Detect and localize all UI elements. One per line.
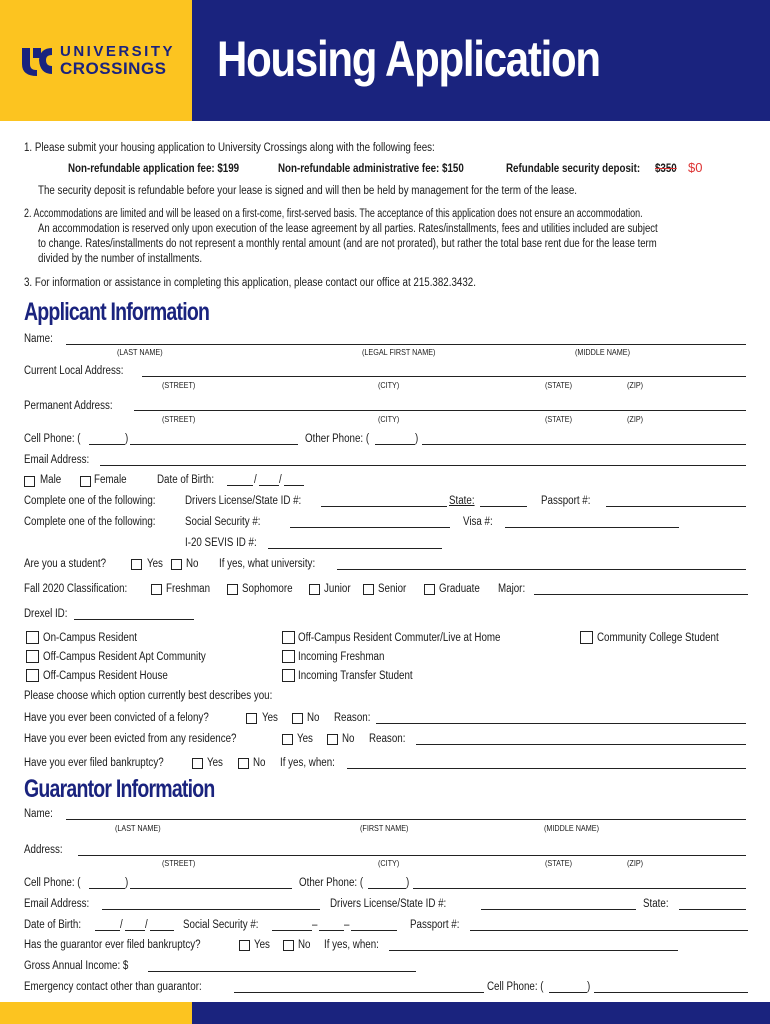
- permanent-address-field[interactable]: [134, 410, 746, 411]
- cell-phone-label: Cell Phone: (: [24, 433, 81, 445]
- off-campus-commuter-checkbox[interactable]: [282, 631, 295, 644]
- hint-city: (CITY): [378, 858, 400, 868]
- paren-close: ): [587, 981, 591, 993]
- guarantor-cell-label: Cell Phone: (: [24, 877, 81, 889]
- other-phone-label: Other Phone: (: [305, 433, 370, 445]
- yes-label: Yes: [297, 733, 313, 745]
- emergency-cell-field[interactable]: [594, 992, 748, 993]
- felony-yes-checkbox[interactable]: [246, 713, 257, 724]
- emergency-contact-field[interactable]: [234, 992, 484, 993]
- evicted-no-checkbox[interactable]: [327, 734, 338, 745]
- emergency-cell-area-field[interactable]: [549, 992, 587, 993]
- hint-middle-name: (MIDDLE NAME): [544, 823, 599, 833]
- hint-street: (STREET): [162, 380, 196, 390]
- hint-city: (CITY): [378, 414, 400, 424]
- guarantor-name-field[interactable]: [66, 819, 746, 820]
- hint-first-name: (FIRST NAME): [360, 823, 409, 833]
- hint-middle-name: (MIDDLE NAME): [575, 347, 630, 357]
- student-question: Are you a student?: [24, 558, 107, 570]
- evicted-reason-label: Reason:: [369, 733, 406, 745]
- off-campus-house-checkbox[interactable]: [26, 669, 39, 682]
- fee-administrative: Non-refundable administrative fee: $150: [278, 163, 464, 175]
- complete-one-label: Complete one of the following:: [24, 495, 156, 507]
- bankruptcy-yes-checkbox[interactable]: [192, 758, 203, 769]
- dob-label: Date of Birth:: [157, 474, 215, 486]
- hint-zip: (ZIP): [627, 380, 644, 390]
- sophomore-label: Sophomore: [242, 583, 293, 595]
- current-address-label: Current Local Address:: [24, 365, 124, 377]
- drexel-id-field[interactable]: [74, 619, 194, 620]
- instruction-3: 3. For information or assistance in completing this application, please contact our office at 215.382.3432.: [24, 277, 476, 289]
- guarantor-dob-label: Date of Birth:: [24, 919, 82, 931]
- instruction-2-line1: 2. Accommodations are limited and will be leased on a first-come, first-served basis. The acceptance of this application does not ensure an accommodation.: [24, 208, 643, 220]
- incoming-freshman-label: Incoming Freshman: [298, 651, 385, 663]
- no-label: No: [186, 558, 199, 570]
- major-field[interactable]: [534, 594, 748, 595]
- guarantor-dl-state-field[interactable]: [679, 909, 746, 910]
- guarantor-ssn-part2-field[interactable]: [319, 930, 344, 931]
- gross-income-field[interactable]: [148, 971, 416, 972]
- hint-legal-first-name: (LEGAL FIRST NAME): [362, 347, 436, 357]
- hint-last-name: (LAST NAME): [115, 823, 161, 833]
- gross-income-label: Gross Annual Income: $: [24, 960, 129, 972]
- permanent-address-label: Permanent Address:: [24, 400, 113, 412]
- off-campus-house-label: Off-Campus Resident House: [43, 670, 168, 682]
- hint-street: (STREET): [162, 858, 196, 868]
- i20-field[interactable]: [268, 548, 442, 549]
- no-label: No: [253, 757, 266, 769]
- emergency-contact-label: Emergency contact other than guarantor:: [24, 981, 202, 993]
- guarantor-bankruptcy-yes-checkbox[interactable]: [239, 940, 250, 951]
- guarantor-name-label: Name:: [24, 808, 53, 820]
- ssn-dash: –: [344, 919, 350, 931]
- dob-month-field[interactable]: [227, 485, 253, 486]
- dob-slash: /: [254, 474, 257, 486]
- on-campus-checkbox[interactable]: [26, 631, 39, 644]
- hint-state: (STATE): [545, 858, 573, 868]
- yes-label: Yes: [262, 712, 278, 724]
- guarantor-cell-area-field[interactable]: [89, 888, 125, 889]
- emergency-cell-label: Cell Phone: (: [487, 981, 544, 993]
- paren-close: ): [125, 877, 129, 889]
- applicant-heading: Applicant Information: [24, 298, 210, 326]
- guarantor-dl-state-label: State:: [643, 898, 669, 910]
- deposit-note: The security deposit is refundable before your lease is signed and will then be held by management for the term of the lease.: [38, 185, 578, 197]
- guarantor-bankruptcy-when-label: If yes, when:: [324, 939, 379, 951]
- current-address-field[interactable]: [142, 376, 746, 377]
- incoming-transfer-label: Incoming Transfer Student: [298, 670, 413, 682]
- incoming-freshman-checkbox[interactable]: [282, 650, 295, 663]
- graduate-label: Graduate: [439, 583, 480, 595]
- instruction-2-line4: divided by the number of installments.: [38, 253, 203, 265]
- choose-option-text: Please choose which option currently best describes you:: [24, 690, 273, 702]
- sophomore-checkbox[interactable]: [227, 584, 238, 595]
- instruction-2-line2: An accommodation is reserved only upon execution of the lease agreement by all parties. Rates/installments, fees and utilities included are subject: [38, 223, 658, 235]
- guarantor-bankruptcy-no-checkbox[interactable]: [283, 940, 294, 951]
- guarantor-dl-field[interactable]: [481, 909, 636, 910]
- instruction-2-line3: to change. Rates/installments do not represent a monthly rental amount (and are not prorated), but rather the total base rent due for the lease term: [38, 238, 657, 250]
- dl-state-field[interactable]: [480, 506, 527, 507]
- paren-close: ): [125, 433, 129, 445]
- guarantor-address-label: Address:: [24, 844, 63, 856]
- guarantor-bankruptcy-question: Has the guarantor ever filed bankruptcy?: [24, 939, 201, 951]
- guarantor-ssn-part1-field[interactable]: [272, 930, 312, 931]
- off-campus-apt-checkbox[interactable]: [26, 650, 39, 663]
- off-campus-commuter-label: Off-Campus Resident Commuter/Live at Home: [298, 632, 501, 644]
- fee-application: Non-refundable application fee: $199: [68, 163, 240, 175]
- bankruptcy-no-checkbox[interactable]: [238, 758, 249, 769]
- guarantor-ssn-label: Social Security #:: [183, 919, 259, 931]
- guarantor-dob-day-field[interactable]: [125, 930, 145, 931]
- dl-state-label: State:: [449, 495, 475, 507]
- no-label: No: [307, 712, 320, 724]
- fee-deposit-label: Refundable security deposit:: [506, 163, 641, 175]
- paren-close: ): [415, 433, 419, 445]
- female-label: Female: [94, 474, 127, 486]
- email-label: Email Address:: [24, 454, 90, 466]
- bankruptcy-when-field[interactable]: [347, 768, 746, 769]
- junior-label: Junior: [324, 583, 351, 595]
- guarantor-heading: Guarantor Information: [24, 775, 215, 803]
- hint-zip: (ZIP): [627, 858, 644, 868]
- guarantor-passport-field[interactable]: [470, 930, 748, 931]
- guarantor-dob-year-field[interactable]: [150, 930, 174, 931]
- drivers-license-field[interactable]: [321, 506, 447, 507]
- instruction-1: 1. Please submit your housing application to University Crossings along with the following fees:: [24, 142, 435, 154]
- hint-city: (CITY): [378, 380, 400, 390]
- evicted-reason-field[interactable]: [416, 744, 746, 745]
- guarantor-dl-label: Drivers License/State ID #:: [330, 898, 447, 910]
- student-no-checkbox[interactable]: [171, 559, 182, 570]
- passport-field[interactable]: [606, 506, 746, 507]
- dob-slash: /: [145, 919, 148, 931]
- bankruptcy-when-label: If yes, when:: [280, 757, 335, 769]
- graduate-checkbox[interactable]: [424, 584, 435, 595]
- university-field[interactable]: [337, 569, 746, 570]
- evicted-question: Have you ever been evicted from any residence?: [24, 733, 237, 745]
- drexel-id-label: Drexel ID:: [24, 608, 68, 620]
- freshman-label: Freshman: [166, 583, 211, 595]
- other-area-code-field[interactable]: [375, 444, 415, 445]
- applicant-name-label: Name:: [24, 333, 53, 345]
- logo-text-university: UNIVERSITY: [60, 43, 176, 60]
- hint-zip: (ZIP): [627, 414, 644, 424]
- freshman-checkbox[interactable]: [151, 584, 162, 595]
- no-label: No: [298, 939, 311, 951]
- yes-label: Yes: [207, 757, 223, 769]
- guarantor-other-area-field[interactable]: [368, 888, 406, 889]
- complete-one-label: Complete one of the following:: [24, 516, 156, 528]
- male-checkbox[interactable]: [24, 476, 35, 487]
- i20-label: I-20 SEVIS ID #:: [185, 537, 257, 549]
- dob-day-field[interactable]: [259, 485, 279, 486]
- off-campus-apt-label: Off-Campus Resident Apt Community: [43, 651, 206, 663]
- yes-label: Yes: [254, 939, 270, 951]
- cell-phone-field[interactable]: [130, 444, 298, 445]
- guarantor-email-field[interactable]: [102, 909, 320, 910]
- hint-state: (STATE): [545, 414, 573, 424]
- ssn-label: Social Security #:: [185, 516, 261, 528]
- drivers-license-label: Drivers License/State ID #:: [185, 495, 302, 507]
- community-college-checkbox[interactable]: [580, 631, 593, 644]
- visa-field[interactable]: [505, 527, 679, 528]
- community-college-label: Community College Student: [597, 632, 719, 644]
- hint-last-name: (LAST NAME): [117, 347, 163, 357]
- logo-text-crossings: CROSSINGS: [60, 59, 167, 78]
- passport-label: Passport #:: [541, 495, 591, 507]
- cell-area-code-field[interactable]: [89, 444, 125, 445]
- university-label: If yes, what university:: [219, 558, 316, 570]
- female-checkbox[interactable]: [80, 476, 91, 487]
- guarantor-cell-field[interactable]: [130, 888, 292, 889]
- fee-deposit-old: $350: [655, 163, 677, 175]
- ssn-field[interactable]: [290, 527, 450, 528]
- felony-no-checkbox[interactable]: [292, 713, 303, 724]
- dob-slash: /: [279, 474, 282, 486]
- evicted-yes-checkbox[interactable]: [282, 734, 293, 745]
- paren-close: ): [406, 877, 410, 889]
- footer-yellow-bar: [0, 1002, 192, 1024]
- student-yes-checkbox[interactable]: [131, 559, 142, 570]
- guarantor-ssn-part3-field[interactable]: [351, 930, 397, 931]
- bankruptcy-question: Have you ever filed bankruptcy?: [24, 757, 164, 769]
- fee-deposit-new: $0: [688, 160, 703, 175]
- footer-navy-bar: [192, 1002, 770, 1024]
- hint-state: (STATE): [545, 380, 573, 390]
- classification-label: Fall 2020 Classification:: [24, 583, 128, 595]
- guarantor-dob-month-field[interactable]: [95, 930, 120, 931]
- guarantor-other-phone-label: Other Phone: (: [299, 877, 364, 889]
- other-phone-field[interactable]: [422, 444, 746, 445]
- no-label: No: [342, 733, 355, 745]
- guarantor-bankruptcy-when-field[interactable]: [389, 950, 678, 951]
- junior-checkbox[interactable]: [309, 584, 320, 595]
- yes-label: Yes: [147, 558, 163, 570]
- applicant-name-field[interactable]: [66, 344, 746, 345]
- ssn-dash: –: [312, 919, 318, 931]
- senior-checkbox[interactable]: [363, 584, 374, 595]
- visa-label: Visa #:: [463, 516, 493, 528]
- male-label: Male: [40, 474, 62, 486]
- guarantor-address-field[interactable]: [78, 855, 746, 856]
- felony-reason-label: Reason:: [334, 712, 371, 724]
- guarantor-passport-label: Passport #:: [410, 919, 460, 931]
- dob-year-field[interactable]: [284, 485, 304, 486]
- hint-street: (STREET): [162, 414, 196, 424]
- dob-slash: /: [120, 919, 123, 931]
- felony-reason-field[interactable]: [376, 723, 746, 724]
- page-title: Housing Application: [217, 31, 600, 87]
- university-crossings-logo-icon: [20, 44, 54, 78]
- felony-question: Have you ever been convicted of a felony?: [24, 712, 209, 724]
- on-campus-label: On-Campus Resident: [43, 632, 137, 644]
- major-label: Major:: [498, 583, 526, 595]
- senior-label: Senior: [378, 583, 407, 595]
- email-field[interactable]: [100, 465, 746, 466]
- incoming-transfer-checkbox[interactable]: [282, 669, 295, 682]
- guarantor-email-label: Email Address:: [24, 898, 90, 910]
- guarantor-other-phone-field[interactable]: [413, 888, 746, 889]
